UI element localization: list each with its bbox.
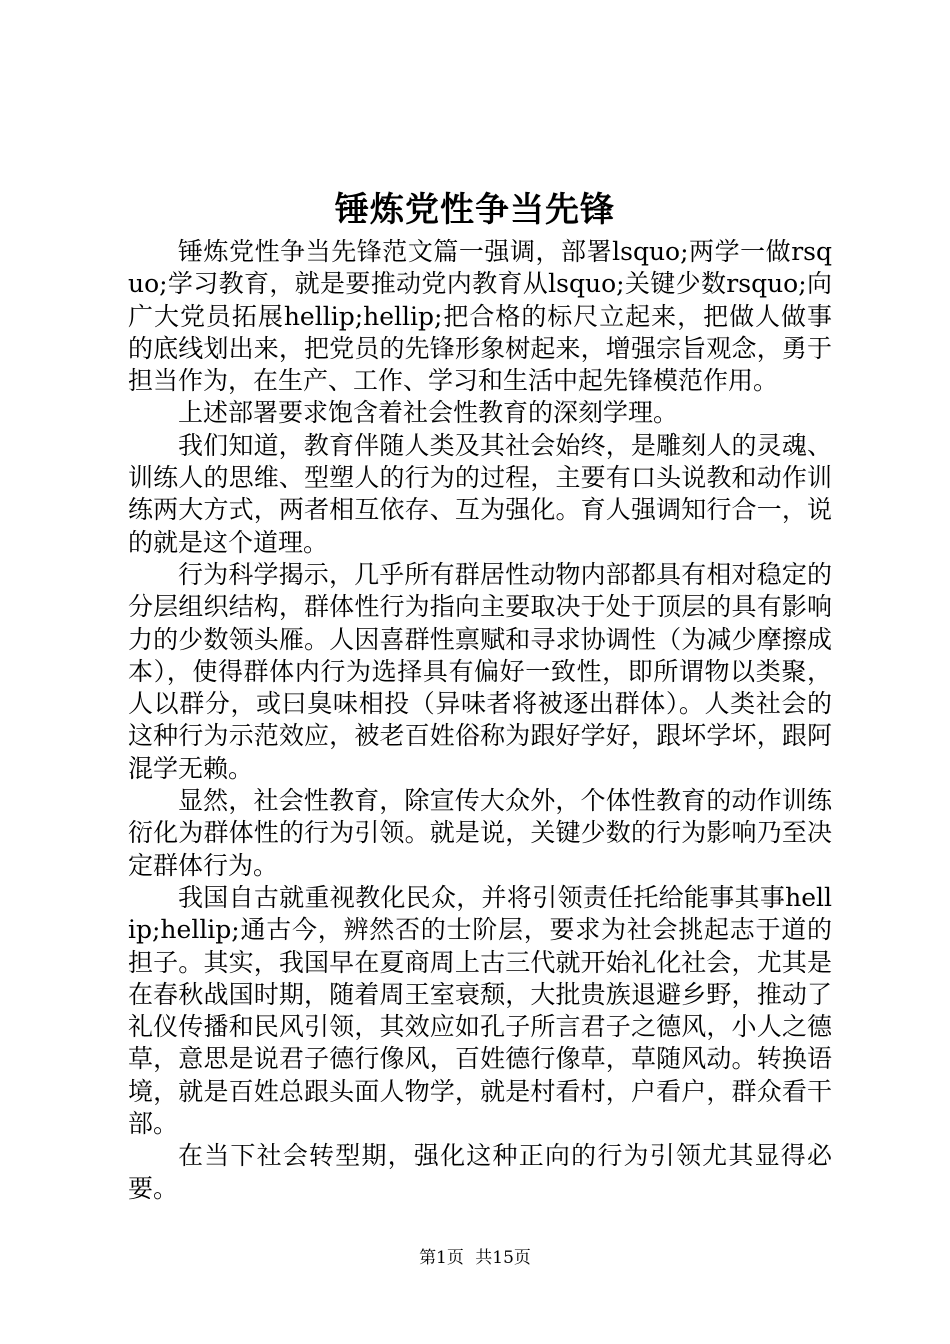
page-total: 共15页: [475, 1248, 531, 1268]
paragraph: 显然，社会性教育，除宣传大众外，个体性教育的动作训练衍化为群体性的行为引领。就是说，关键少数的行为影响乃至决定群体行为。: [128, 786, 832, 880]
page-footer: [0, 1243, 950, 1268]
paragraph: 锤炼党性争当先锋范文篇一强调，部署lsquo;两学一做rsquo;学习教育，就是要推动党内教育从lsquo;关键少数rsquo;向广大党员拓展hellip;hellip;把合格的标尺立起来，把做人做事的底线划出来，把党员的先锋形象树起来，增强宗旨观念，勇于担当作为，在生产、工作、学习和生活中起先锋模范作用。: [128, 237, 832, 396]
paragraph: 上述部署要求饱含着社会性教育的深刻学理。: [178, 398, 679, 428]
document-body: [128, 236, 832, 1205]
paragraph: 我国自古就重视教化民众，并将引领责任托给能事其事hellip;hellip;通古今，辨然否的士阶层，要求为社会挑起志于道的担子。其实，我国早在夏商周上古三代就开始礼化社会，尤其是在春秋战国时期，随着周王室衰颓，大批贵族退避乡野，推动了礼仪传播和民风引领，其效应如孔子所言君子之德风，小人之德草，意思是说君子德行像风，百姓德行像草，草随风动。转换语境，就是百姓总跟头面人物学，就是村看村，户看户，群众看干部。: [128, 882, 832, 1139]
paragraph: 行为科学揭示，几乎所有群居性动物内部都具有相对稳定的分层组织结构，群体性行为指向主要取决于处于顶层的具有影响力的少数领头雁。人因喜群性禀赋和寻求协调性（为减少摩擦成本），使得群体内行为选择具有偏好一致性，即所谓物以类聚，人以群分，或曰臭味相投（异味者将被逐出群体）。人类社会的这种行为示范效应，被老百姓俗称为跟好学好，跟坏学坏，跟阿混学无赖。: [128, 559, 832, 783]
paragraph: 我们知道，教育伴随人类及其社会始终，是雕刻人的灵魂、训练人的思维、型塑人的行为的过程，主要有口头说教和动作训练两大方式，两者相互依存、互为强化。育人强调知行合一，说的就是这个道理。: [128, 430, 832, 557]
paragraph: 在当下社会转型期，强化这种正向的行为引领尤其显得必要。: [128, 1141, 832, 1203]
page-title: 锤炼党性争当先锋: [335, 190, 615, 230]
page-number: 第1页: [419, 1248, 464, 1268]
